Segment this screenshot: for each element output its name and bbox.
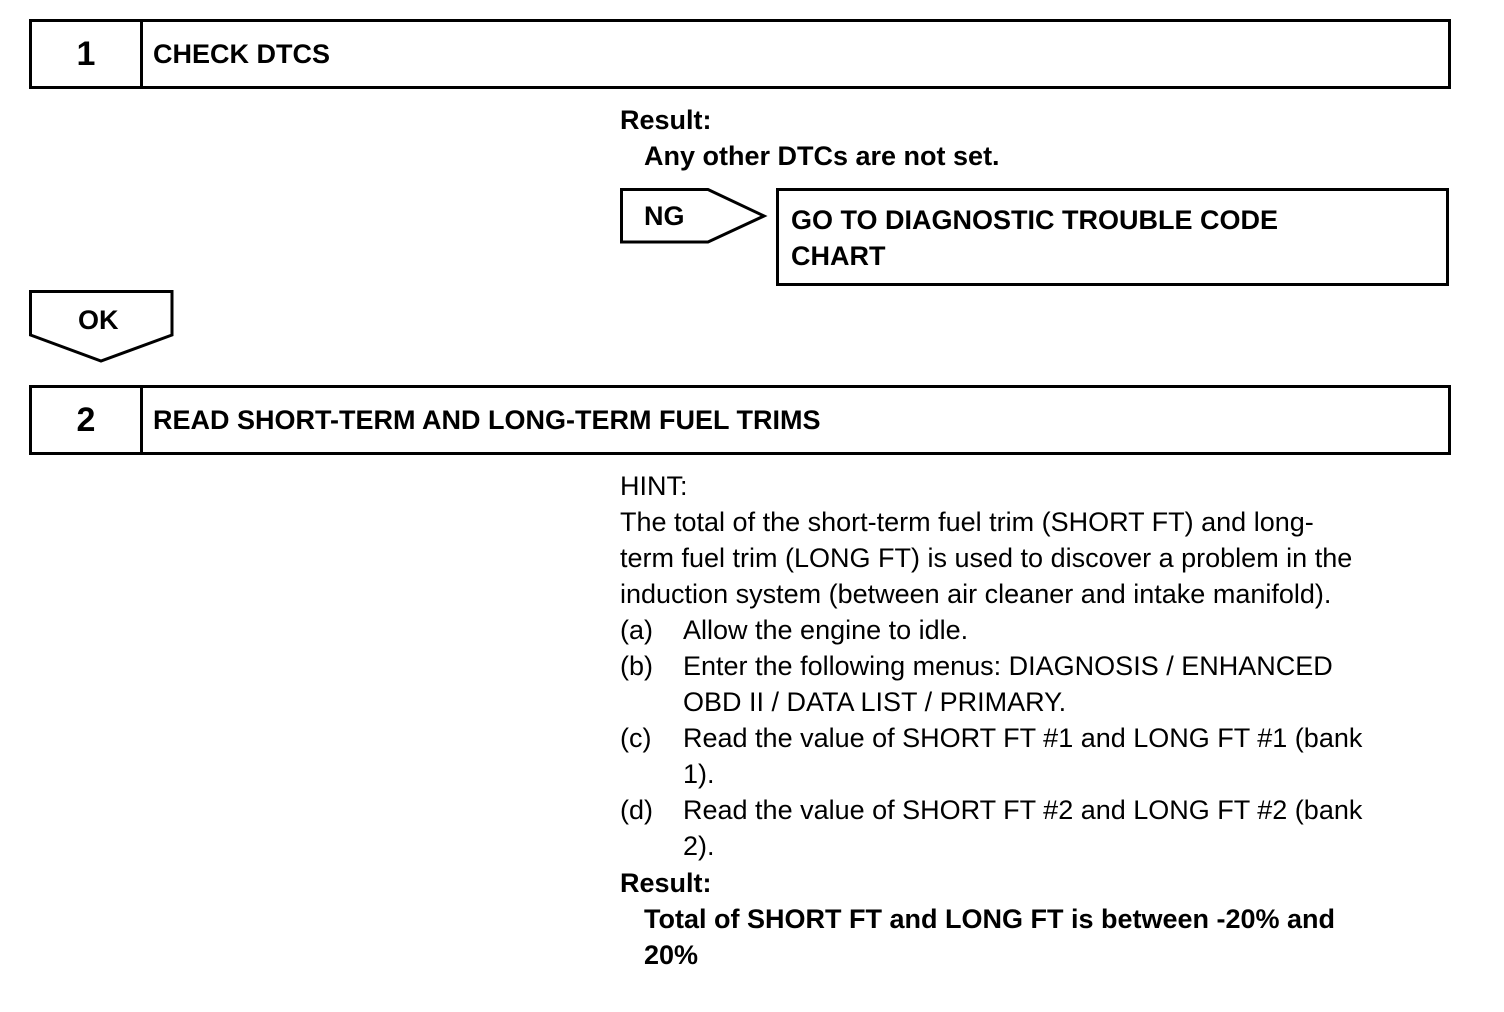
procedure-marker: (c) [620,723,652,753]
step-1-number: 1 [32,22,143,86]
procedure-step [620,612,1450,648]
step-2-header [29,385,1451,455]
ng-action-line-2: CHART [791,241,886,271]
procedure-text: Read the value of SHORT FT #1 and LONG FT #1 (bank 1). [683,723,1363,789]
step-2-result-line-1: Total of SHORT FT and LONG FT is between -20% and [644,904,1336,934]
step-1-result-label: Result: [620,105,712,135]
ng-action-line-1: GO TO DIAGNOSTIC TROUBLE CODE [791,205,1279,235]
step-2-result-line-2: 20% [644,940,699,970]
step-2-number: 2 [32,388,143,452]
ok-label: OK [78,305,119,335]
procedure-step [620,720,1450,792]
step-1-header [29,19,1451,89]
procedure-step [620,648,1450,720]
ng-label: NG [644,201,685,231]
hint-line-3: induction system (between air cleaner and intake manifold). [620,579,1332,609]
step-2-result-label: Result: [620,868,712,898]
ng-action-box [776,188,1449,286]
hint-line-2: term fuel trim (LONG FT) is used to discover a problem in the [620,543,1353,573]
step-2-title: READ SHORT-TERM AND LONG-TERM FUEL TRIMS [153,404,821,435]
hint-label: HINT: [620,471,688,501]
procedure-text: Enter the following menus: DIAGNOSIS / ENHANCED OBD II / DATA LIST / PRIMARY. [683,651,1333,717]
procedure-list [620,612,1450,864]
step-1-result-text: Any other DTCs are not set. [644,141,1000,171]
ng-action-text [791,202,1278,274]
ng-arrow-icon [620,188,770,246]
procedure-text: Allow the engine to idle. [683,615,969,645]
step-1-title: CHECK DTCS [153,38,331,69]
procedure-marker: (a) [620,615,653,645]
hint-line-1: The total of the short-term fuel trim (SHORT FT) and long- [620,507,1314,537]
procedure-text: Read the value of SHORT FT #2 and LONG FT #2 (bank 2). [683,795,1363,861]
procedure-marker: (b) [620,651,653,681]
procedure-marker: (d) [620,795,653,825]
procedure-step [620,792,1450,864]
